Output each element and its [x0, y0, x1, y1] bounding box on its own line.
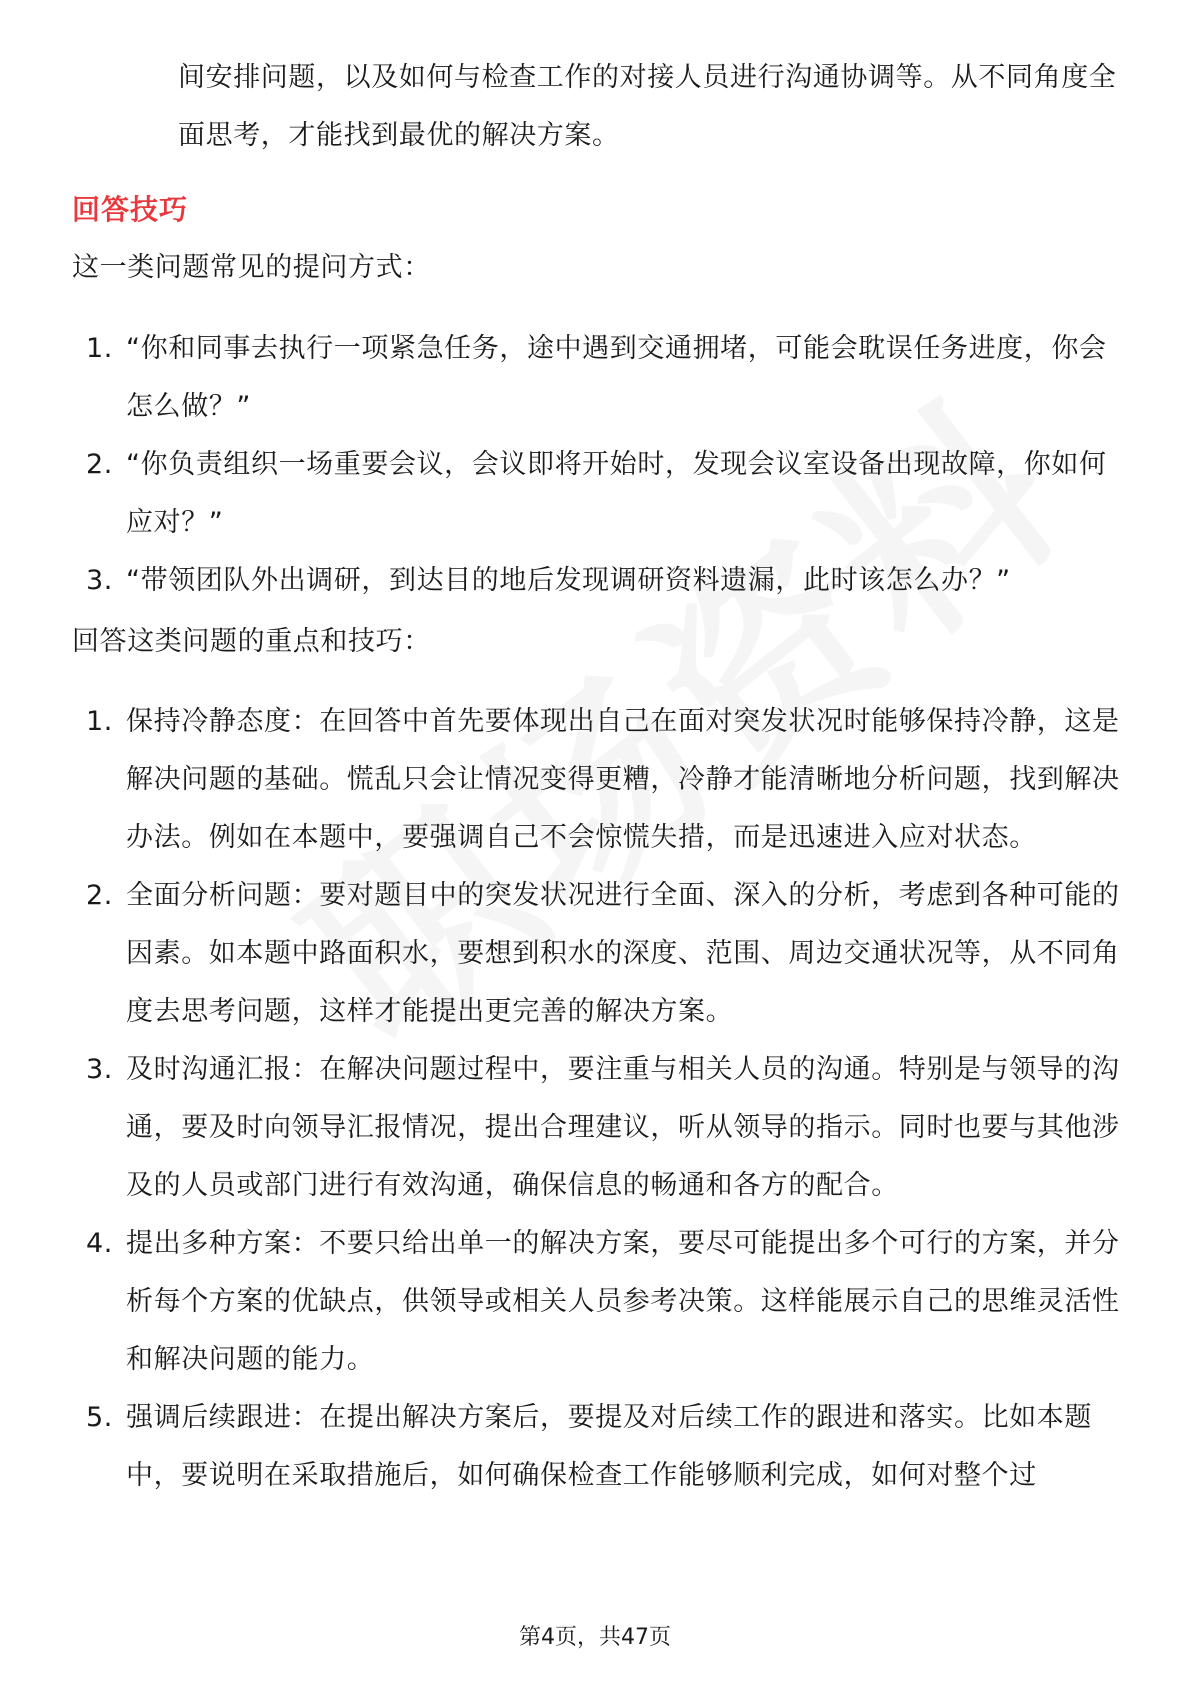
- questions-list: [72, 320, 1122, 610]
- list-number: 3.: [86, 565, 113, 596]
- list-text: “带领团队外出调研，到达目的地后发现调研资料遗漏，此时该怎么办？”: [126, 565, 1011, 596]
- page-footer: 第4页，共47页: [519, 1625, 671, 1650]
- list-item: [72, 867, 1122, 1041]
- tips-list: [72, 693, 1122, 1505]
- list-item: [72, 436, 1122, 552]
- list-text: 提出多种方案：不要只给出单一的解决方案，要尽可能提出多个可行的方案，并分析每个方案的优缺点，供领导或相关人员参考决策。这样能展示自己的思维灵活性和解决问题的能力。: [126, 1228, 1120, 1375]
- list-text: 全面分析问题：要对题目中的突发状况进行全面、深入的分析，考虑到各种可能的因素。如本题中路面积水，要想到积水的深度、范围、周边交通状况等，从不同角度去思考问题，这样才能提出更完善的解决方案。: [126, 880, 1120, 1027]
- section-heading: 回答技巧: [72, 193, 189, 226]
- continuation-paragraph: 间安排问题，以及如何与检查工作的对接人员进行沟通协调等。从不同角度全面思考，才能找到最优的解决方案。: [178, 62, 1117, 151]
- list-number: 1.: [86, 706, 113, 737]
- list-number: 2.: [86, 449, 113, 480]
- list-number: 4.: [86, 1228, 113, 1259]
- questions-intro: 这一类问题常见的提问方式：: [72, 252, 431, 283]
- list-item: [72, 693, 1122, 867]
- list-number: 3.: [86, 1054, 113, 1085]
- list-text: 及时沟通汇报：在解决问题过程中，要注重与相关人员的沟通。特别是与领导的沟通，要及时向领导汇报情况，提出合理建议，听从领导的指示。同时也要与其他涉及的人员或部门进行有效沟通，确保信息的畅通和各方的配合。: [126, 1054, 1120, 1201]
- list-text: 保持冷静态度：在回答中首先要体现出自己在面对突发状况时能够保持冷静，这是解决问题的基础。慌乱只会让情况变得更糟，冷静才能清晰地分析问题，找到解决办法。例如在本题中，要强调自己不会惊慌失措，而是迅速进入应对状态。: [126, 706, 1120, 853]
- tips-intro: 回答这类问题的重点和技巧：: [72, 626, 431, 657]
- list-number: 1.: [86, 333, 113, 364]
- list-item: [72, 552, 1122, 610]
- list-item: [72, 1041, 1122, 1215]
- list-number: 5.: [86, 1402, 113, 1433]
- list-text: 强调后续跟进：在提出解决方案后，要提及对后续工作的跟进和落实。比如本题中，要说明在采取措施后，如何确保检查工作能够顺利完成，如何对整个过: [126, 1402, 1092, 1491]
- list-item: [72, 1389, 1122, 1505]
- list-item: [72, 320, 1122, 436]
- list-text: “你和同事去执行一项紧急任务，途中遇到交通拥堵，可能会耽误任务进度，你会怎么做？”: [126, 333, 1107, 422]
- list-number: 2.: [86, 880, 113, 911]
- list-text: “你负责组织一场重要会议，会议即将开始时，发现会议室设备出现故障，你如何应对？”: [126, 449, 1107, 538]
- list-item: [72, 1215, 1122, 1389]
